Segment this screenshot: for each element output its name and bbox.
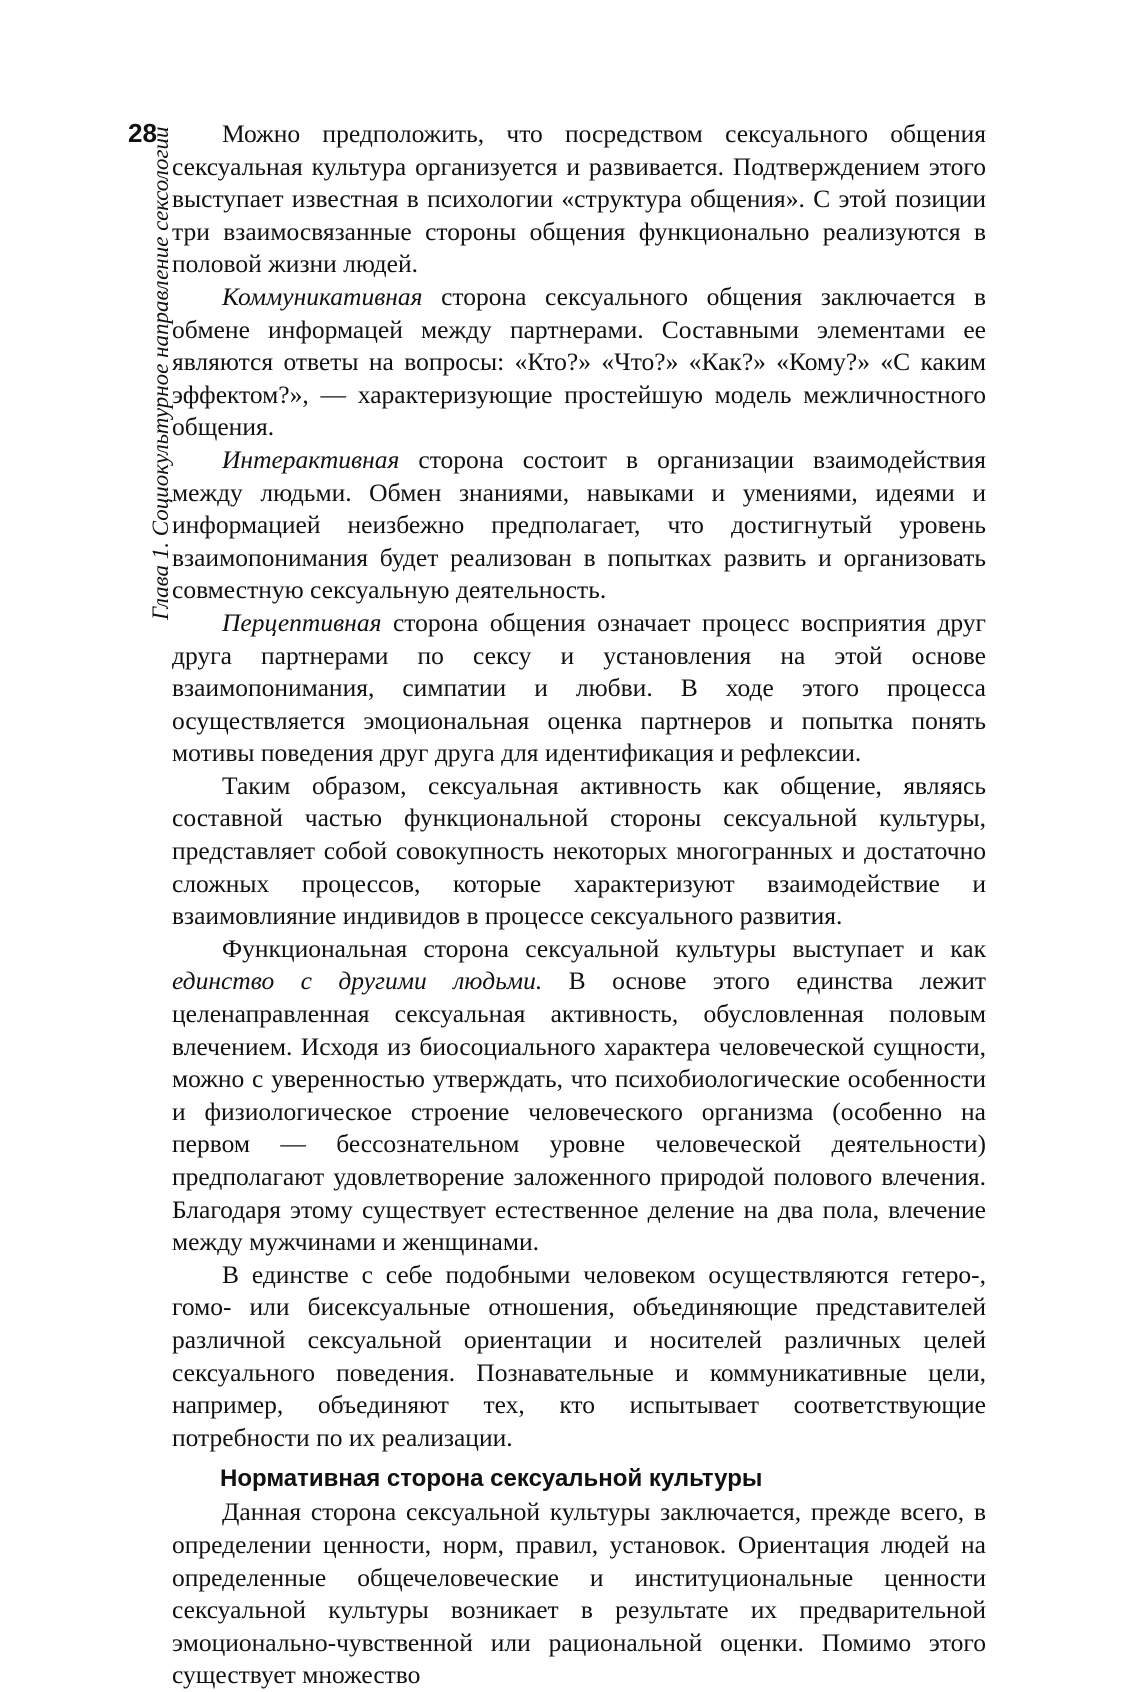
running-head: Глава 1. Социокультурное направление сексологии [148, 126, 173, 620]
paragraph-2 [172, 281, 986, 444]
paragraph-2-text: сторона сексуального общения заключается в обмене информацей между партнерами. Составными элементами ее являются ответы на вопросы: «Кто?» «Что?» «Как?» «Кому?» «С каким эффектом?», — характеризующие простейшую модель межличностного общения. [172, 281, 986, 442]
paragraph-8: Данная сторона сексуальной культуры заключается, прежде всего, в определении ценности, норм, правил, установок. Ориентация людей на определенные общечеловеческие и институциональные ценности сексуальной культуры возникает в результате их предварительной эмоционально-чувственной или рациональной оценки. Помимо этого существует множество [172, 1497, 986, 1690]
text-column [172, 118, 986, 1692]
paragraph-4-emphasis: Перцептивная [222, 607, 382, 637]
paragraph-4 [172, 607, 986, 770]
paragraph-5: Таким образом, сексуальная активность как общение, являясь составной частью функциональной стороны сексуальной культуры, представляет собой совокупность некоторых многогранных и достаточно сложных процессов, которые характеризуют взаимодействие и взаимовлияние индивидов в процессе сексуального развития. [172, 770, 986, 931]
paragraph-6 [172, 933, 986, 1259]
paragraph-6-text-before: Функциональная сторона сексуальной культуры выступает и как [222, 933, 986, 963]
section-heading: Нормативная сторона сексуальной культуры [220, 1465, 763, 1493]
paragraph-6-emphasis: единство с другими людьми. [172, 966, 543, 996]
paragraph-4-text: сторона общения означает процесс восприятия друг друга партнерами по сексу и установления на этой основе взаимопонимания, симпатии и любви. В ходе этого процесса осуществляется эмоциональная оценка партнеров и попытка понять мотивы поведения друг друга для идентификация и рефлексии. [172, 607, 986, 768]
paragraph-2-emphasis: Коммуникативная [222, 281, 423, 311]
paragraph-6-text-after: В основе этого единства лежит целенаправленная сексуальная активность, обусловленная половым влечением. Исходя из биосоциального характера человеческой сущности, можно с уверенностью утверждать, что психобиологические особенности и физиологическое строение человеческого организма (особенно на первом — бессознательном уровне человеческой деятельности) предполагают удовлетворение заложенного природой полового влечения. Благодаря этому существует естественное деление на два пола, влечение между мужчинами и женщинами. [172, 966, 986, 1257]
paragraph-3-emphasis: Интерактивная [222, 444, 400, 474]
paragraph-1: Можно предположить, что посредством сексуального общения сексуальная культура организуется и развивается. Подтверждением этого выступает известная в психологии «структура общения». С этой позиции три взаимосвязанные стороны общения функционально реализуются в половой жизни людей. [172, 119, 986, 279]
page-number: 28 [128, 118, 157, 148]
paragraph-7: В единстве с себе подобными человеком осуществляются гетеро-, гомо- или бисексуальные отношения, объединяющие представителей различной сексуальной ориентации и носителей различных целей сексуального поведения. Познавательные и коммуникативные цели, например, объединяют тех, кто испытывает соответствующие потребности по их реализации. [172, 1259, 986, 1452]
paragraph-3 [172, 444, 986, 607]
paragraph-3-text: сторона состоит в организации взаимодействия между людьми. Обмен знаниями, навыками и умениями, идеями и информацией неизбежно предполагает, что достигнутый уровень взаимопонимания будет реализован в попытках развить и организовать совместную сексуальную деятельность. [172, 444, 986, 605]
